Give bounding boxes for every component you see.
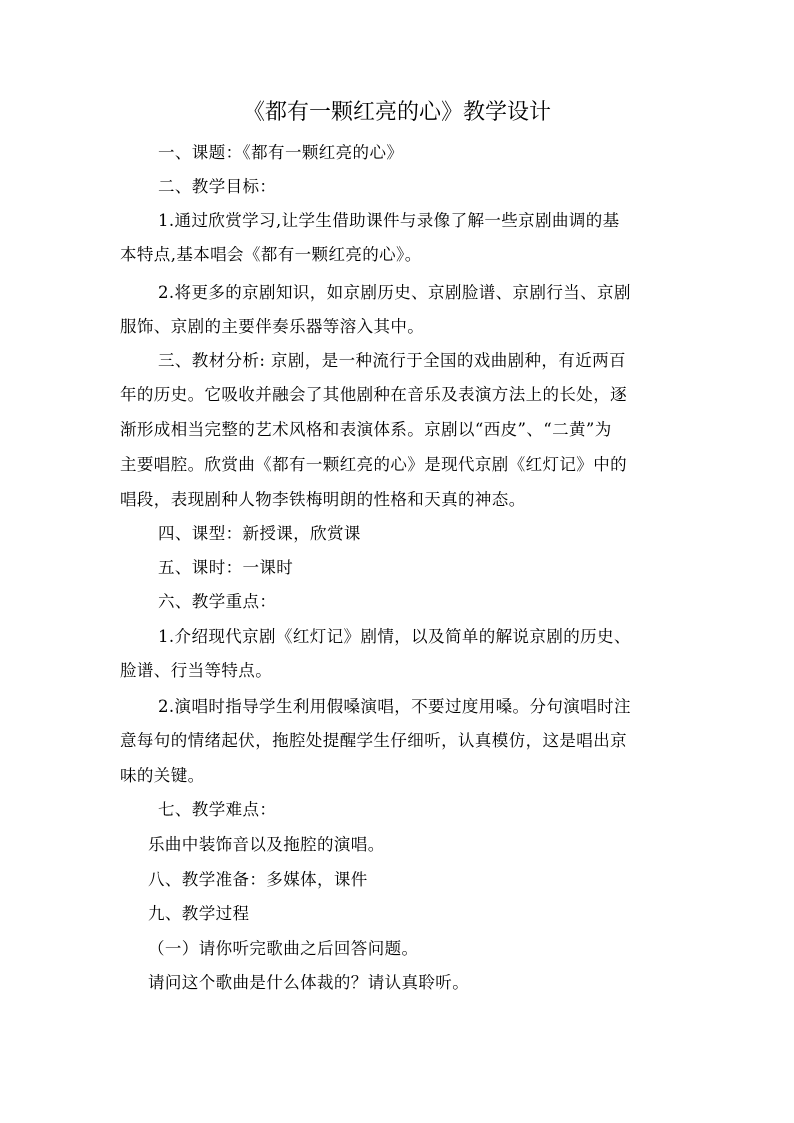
- section-process-heading: 九、教学过程: [148, 904, 250, 923]
- objective-2-line-1: 2.将更多的京剧知识，如京剧历史、京剧脸谱、京剧行当、京剧: [158, 283, 631, 302]
- key-point-1-line-1: 1.介绍现代京剧《红灯记》剧情，以及简单的解说京剧的历史、: [158, 627, 631, 646]
- section-preparation: 八、教学准备：多媒体，课件: [148, 870, 368, 889]
- process-question: 请问这个歌曲是什么体裁的？请认真聆听。: [148, 973, 470, 992]
- section-key-points-heading: 六、教学重点：: [158, 592, 277, 611]
- analysis-line-2: 年的历史。它吸收并融会了其他剧种在音乐及表演方法上的长处，逐: [120, 385, 627, 404]
- analysis-line-5: 唱段，表现剧种人物李铁梅明朗的性格和天真的神态。: [120, 490, 526, 509]
- difficulty-text: 乐曲中装饰音以及拖腔的演唱。: [148, 835, 385, 854]
- section-objectives-heading: 二、教学目标：: [158, 177, 277, 196]
- key-point-2-line-1: 2.演唱时指导学生利用假嗓演唱，不要过度用嗓。分句演唱时注: [158, 697, 631, 716]
- key-point-2-line-2: 意每句的情绪起伏，拖腔处提醒学生仔细听，认真模仿，这是唱出京: [120, 731, 627, 750]
- analysis-line-3: 渐形成相当完整的艺术风格和表演体系。京剧以“西皮”、“二黄”为: [120, 420, 612, 439]
- section-topic: 一、课题：《都有一颗红亮的心》: [158, 143, 404, 162]
- objective-1-line-1: 1.通过欣赏学习,让学生借助课件与录像了解一些京剧曲调的基: [158, 211, 620, 230]
- objective-1-line-2: 本特点,基本唱会《都有一颗红亮的心》。: [120, 245, 422, 264]
- section-lesson-type: 四、课型：新授课，欣赏课: [158, 524, 361, 543]
- key-point-1-line-2: 脸谱、行当等特点。: [120, 661, 273, 680]
- process-step-1: （一）请你听完歌曲之后回答问题。: [148, 939, 419, 958]
- objective-2-line-2: 服饰、京剧的主要伴奏乐器等溶入其中。: [120, 317, 425, 336]
- section-difficulties-heading: 七、教学难点：: [158, 800, 277, 819]
- analysis-line-4: 主要唱腔。欣赏曲《都有一颗红亮的心》是现代京剧《红灯记》中的: [120, 455, 627, 474]
- analysis-line-1: 三、教材分析: 京剧，是一种流行于全国的戏曲剧种，有近两百: [158, 351, 626, 370]
- section-lesson-time: 五、课时：一课时: [158, 558, 294, 577]
- key-point-2-line-3: 味的关键。: [120, 766, 205, 785]
- document-title: 《都有一颗红亮的心》教学设计: [242, 100, 551, 125]
